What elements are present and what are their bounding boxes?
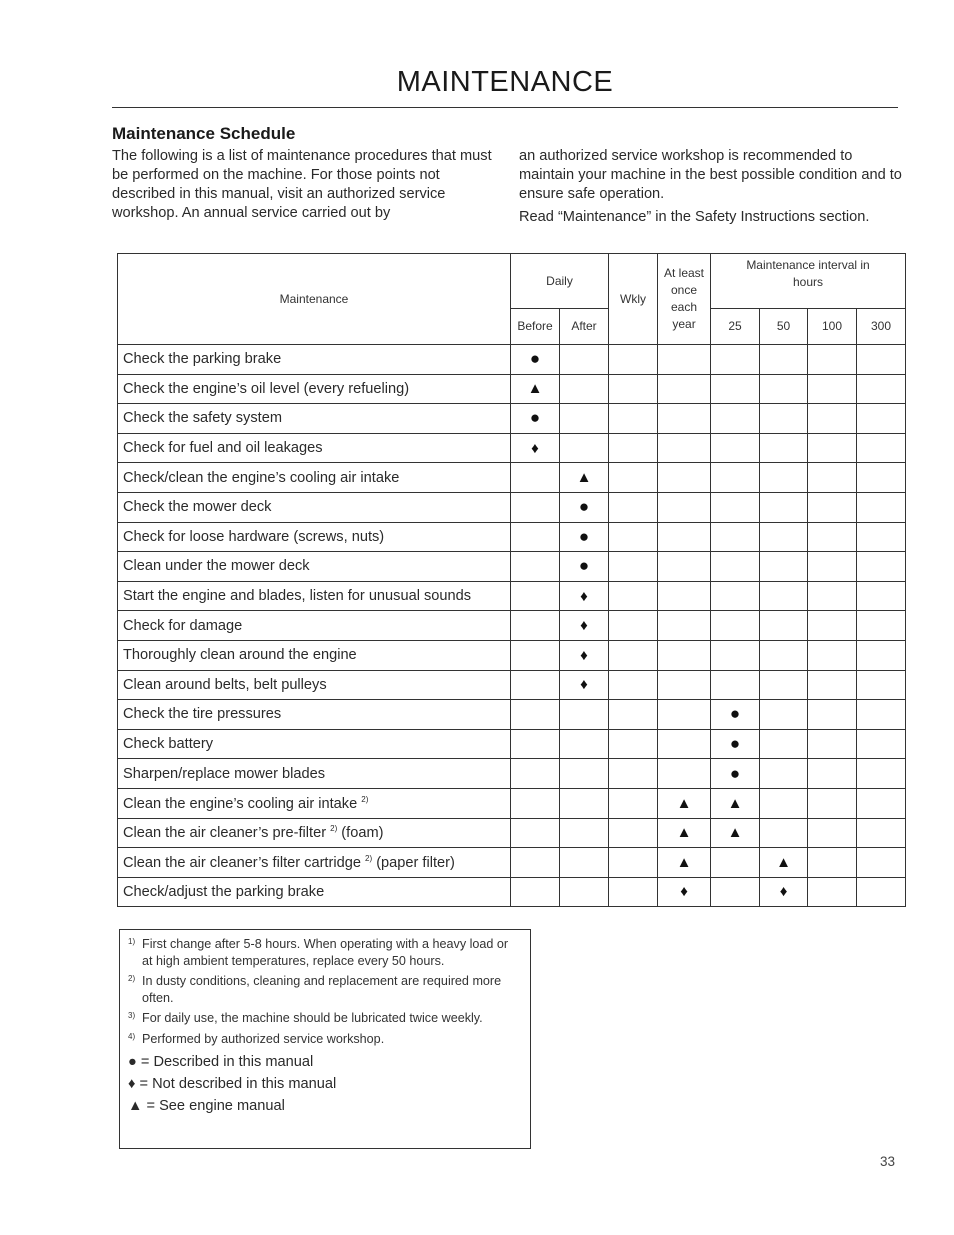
mark-50h: [760, 345, 808, 375]
bullet-icon: ●: [729, 704, 741, 724]
mark-after: [560, 818, 609, 848]
task-cell: [118, 433, 511, 463]
bullet-icon: ●: [529, 408, 541, 428]
mark-yearly: [658, 522, 711, 552]
footnote-ref: 2): [361, 794, 369, 804]
mark-300h: [857, 729, 906, 759]
mark-300h: [857, 581, 906, 611]
footnote-number: 4): [128, 1031, 136, 1041]
triangle-icon: ▲: [676, 853, 692, 871]
header-after: After: [560, 309, 609, 345]
task-label: Check for damage: [123, 617, 243, 634]
mark-after: [560, 552, 609, 582]
mark-before: [511, 788, 560, 818]
mark-25h: [711, 670, 760, 700]
task-suffix: (foam): [337, 825, 384, 842]
task-label: Check the safety system: [123, 410, 282, 427]
table-row: [118, 522, 906, 552]
mark-100h: [808, 374, 857, 404]
mark-wkly: [609, 433, 658, 463]
mark-yearly: [658, 729, 711, 759]
mark-25h: [711, 374, 760, 404]
mark-after: [560, 848, 609, 878]
footnote-text: First change after 5-8 hours. When operating with a heavy load or at high ambient temperatures, replace every 50 hours.: [142, 937, 509, 968]
mark-yearly: [658, 877, 711, 907]
mark-after: [560, 433, 609, 463]
header-before: Before: [511, 309, 560, 345]
task-cell: [118, 848, 511, 878]
mark-wkly: [609, 611, 658, 641]
footnote-number: 1): [128, 937, 136, 946]
bullet-icon: ●: [729, 734, 741, 754]
mark-yearly: [658, 640, 711, 670]
mark-yearly: [658, 492, 711, 522]
mark-before: [511, 433, 560, 463]
footnote: [128, 1031, 522, 1048]
mark-after: [560, 345, 609, 375]
header-daily: Daily: [511, 254, 609, 309]
mark-before: [511, 611, 560, 641]
mark-100h: [808, 640, 857, 670]
page-title: MAINTENANCE: [396, 66, 614, 98]
mark-wkly: [609, 877, 658, 907]
mark-yearly: [658, 581, 711, 611]
header-interval: Maintenance interval in hours: [711, 254, 906, 309]
mark-yearly: [658, 700, 711, 730]
task-label: Clean the air cleaner’s filter cartridge: [123, 854, 361, 871]
mark-before: [511, 463, 560, 493]
mark-50h: [760, 877, 808, 907]
table-row: [118, 759, 906, 789]
header-300h: 300: [857, 309, 906, 345]
mark-25h: [711, 640, 760, 670]
task-label: Start the engine and blades, listen for unusual sounds: [123, 588, 472, 605]
mark-yearly: [658, 404, 711, 434]
task-cell: [118, 700, 511, 730]
task-suffix: (paper filter): [372, 854, 455, 871]
table-row: [118, 433, 906, 463]
mark-before: [511, 640, 560, 670]
mark-before: [511, 670, 560, 700]
mark-yearly: [658, 611, 711, 641]
intro-paragraph-2: an authorized service workshop is recommended to maintain your machine in the best possible condition and to ensure safe operation.: [519, 148, 902, 202]
mark-wkly: [609, 729, 658, 759]
footnote-text: In dusty conditions, cleaning and replacement are required more often.: [142, 974, 502, 1005]
triangle-icon: ▲: [727, 824, 743, 842]
mark-300h: [857, 670, 906, 700]
table-row: [118, 611, 906, 641]
mark-after: [560, 670, 609, 700]
mark-300h: [857, 640, 906, 670]
mark-50h: [760, 729, 808, 759]
mark-50h: [760, 759, 808, 789]
mark-50h: [760, 670, 808, 700]
mark-wkly: [609, 522, 658, 552]
legend-diamond: ♦ = Not described in this manual: [128, 1076, 337, 1092]
table-row: [118, 463, 906, 493]
mark-50h: [760, 818, 808, 848]
mark-300h: [857, 492, 906, 522]
mark-25h: [711, 463, 760, 493]
mark-100h: [808, 700, 857, 730]
mark-300h: [857, 818, 906, 848]
task-cell: [118, 877, 511, 907]
mark-100h: [808, 848, 857, 878]
intro-paragraph-3: Read “Maintenance” in the Safety Instructions section.: [519, 209, 870, 225]
mark-25h: [711, 611, 760, 641]
task-label: Check the engine’s oil level (every refueling): [123, 380, 410, 397]
mark-after: [560, 492, 609, 522]
table-row: [118, 404, 906, 434]
task-label: Clean the engine’s cooling air intake: [123, 795, 358, 812]
task-cell: [118, 345, 511, 375]
diamond-icon: ♦: [680, 883, 688, 901]
mark-wkly: [609, 788, 658, 818]
mark-50h: [760, 611, 808, 641]
mark-wkly: [609, 818, 658, 848]
bullet-icon: ●: [729, 763, 741, 783]
mark-wkly: [609, 670, 658, 700]
mark-wkly: [609, 345, 658, 375]
task-cell: [118, 581, 511, 611]
table-row: [118, 640, 906, 670]
mark-wkly: [609, 404, 658, 434]
mark-300h: [857, 788, 906, 818]
footnote: [128, 1010, 522, 1027]
diamond-icon: ♦: [779, 883, 788, 901]
legend-dot: ● = Described in this manual: [128, 1054, 314, 1070]
mark-300h: [857, 345, 906, 375]
mark-before: [511, 522, 560, 552]
mark-100h: [808, 759, 857, 789]
mark-25h: [711, 433, 760, 463]
intro-right-column: [519, 147, 904, 231]
mark-wkly: [609, 759, 658, 789]
mark-300h: [857, 404, 906, 434]
triangle-icon: ▲: [727, 794, 743, 812]
header-25h: 25: [711, 309, 760, 345]
mark-25h: [711, 404, 760, 434]
mark-300h: [857, 700, 906, 730]
mark-after: [560, 759, 609, 789]
mark-50h: [760, 788, 808, 818]
mark-25h: [711, 788, 760, 818]
mark-25h: [711, 492, 760, 522]
intro-left-column: [112, 147, 492, 227]
mark-25h: [711, 581, 760, 611]
triangle-icon: ▲: [576, 469, 592, 487]
bullet-icon: ●: [578, 556, 590, 576]
task-cell: [118, 522, 511, 552]
footnote: [128, 973, 522, 1006]
task-label: Clean under the mower deck: [123, 558, 310, 575]
table-row: [118, 374, 906, 404]
task-cell: [118, 374, 511, 404]
mark-before: [511, 818, 560, 848]
mark-25h: [711, 729, 760, 759]
mark-100h: [808, 433, 857, 463]
bullet-icon: ●: [578, 526, 590, 546]
mark-after: [560, 640, 609, 670]
mark-300h: [857, 759, 906, 789]
table-row: [118, 552, 906, 582]
header-maintenance: Maintenance: [118, 254, 511, 345]
bullet-icon: ●: [578, 497, 590, 517]
mark-yearly: [658, 552, 711, 582]
mark-wkly: [609, 552, 658, 582]
header-100h: 100: [808, 309, 857, 345]
mark-100h: [808, 552, 857, 582]
task-label: Check for loose hardware (screws, nuts): [123, 528, 385, 545]
mark-50h: [760, 581, 808, 611]
mark-25h: [711, 552, 760, 582]
task-label: Check the tire pressures: [123, 706, 282, 723]
task-cell: [118, 818, 511, 848]
table-row: [118, 345, 906, 375]
triangle-icon: ▲: [676, 824, 692, 842]
header-yearly: At least once each year: [658, 254, 711, 345]
mark-300h: [857, 433, 906, 463]
mark-yearly: [658, 670, 711, 700]
mark-after: [560, 404, 609, 434]
mark-before: [511, 729, 560, 759]
table-row: [118, 729, 906, 759]
mark-yearly: [658, 818, 711, 848]
mark-wkly: [609, 581, 658, 611]
mark-after: [560, 463, 609, 493]
mark-before: [511, 492, 560, 522]
mark-wkly: [609, 848, 658, 878]
mark-wkly: [609, 463, 658, 493]
footnote-number: 2): [128, 974, 136, 983]
diamond-icon: ♦: [580, 617, 588, 635]
mark-50h: [760, 700, 808, 730]
task-cell: [118, 552, 511, 582]
footnote-text: Performed by authorized service workshop.: [142, 1031, 385, 1046]
mark-100h: [808, 492, 857, 522]
task-label: Check the mower deck: [123, 499, 272, 516]
task-cell: [118, 611, 511, 641]
mark-yearly: [658, 788, 711, 818]
mark-before: [511, 581, 560, 611]
table-row: [118, 848, 906, 878]
mark-yearly: [658, 463, 711, 493]
triangle-icon: ▲: [776, 853, 791, 871]
mark-50h: [760, 404, 808, 434]
mark-25h: [711, 700, 760, 730]
task-cell: [118, 640, 511, 670]
mark-300h: [857, 552, 906, 582]
mark-100h: [808, 522, 857, 552]
diamond-icon: ♦: [580, 587, 588, 605]
section-heading: Maintenance Schedule: [112, 124, 296, 143]
task-cell: [118, 759, 511, 789]
mark-yearly: [658, 848, 711, 878]
table-row: [118, 492, 906, 522]
mark-25h: [711, 345, 760, 375]
mark-after: [560, 788, 609, 818]
footnote-list: [128, 936, 522, 1047]
mark-25h: [711, 877, 760, 907]
table-row: [118, 818, 906, 848]
task-label: Check/adjust the parking brake: [123, 883, 325, 900]
mark-50h: [760, 463, 808, 493]
task-cell: [118, 670, 511, 700]
mark-after: [560, 700, 609, 730]
mark-300h: [857, 877, 906, 907]
mark-after: [560, 729, 609, 759]
triangle-icon: ▲: [527, 380, 543, 398]
task-label: Check/clean the engine’s cooling air intake: [123, 469, 400, 486]
mark-after: [560, 877, 609, 907]
mark-50h: [760, 552, 808, 582]
mark-300h: [857, 611, 906, 641]
mark-before: [511, 374, 560, 404]
mark-after: [560, 611, 609, 641]
triangle-icon: ▲: [676, 794, 692, 812]
mark-before: [511, 877, 560, 907]
mark-after: [560, 522, 609, 552]
task-label: Clean the air cleaner’s pre-filter: [123, 825, 327, 842]
mark-50h: [760, 374, 808, 404]
mark-300h: [857, 848, 906, 878]
table-row: [118, 581, 906, 611]
bullet-icon: ●: [529, 349, 541, 369]
mark-100h: [808, 611, 857, 641]
mark-50h: [760, 433, 808, 463]
mark-wkly: [609, 640, 658, 670]
task-cell: [118, 463, 511, 493]
mark-wkly: [609, 492, 658, 522]
mark-25h: [711, 848, 760, 878]
task-label: Check for fuel and oil leakages: [123, 440, 323, 457]
mark-25h: [711, 759, 760, 789]
mark-before: [511, 345, 560, 375]
mark-100h: [808, 877, 857, 907]
mark-300h: [857, 522, 906, 552]
mark-yearly: [658, 433, 711, 463]
mark-100h: [808, 670, 857, 700]
table-row: [118, 877, 906, 907]
mark-before: [511, 848, 560, 878]
mark-before: [511, 404, 560, 434]
diamond-icon: ♦: [531, 439, 539, 457]
mark-50h: [760, 522, 808, 552]
footnote-text: For daily use, the machine should be lubricated twice weekly.: [142, 1011, 483, 1025]
mark-50h: [760, 848, 808, 878]
task-label: Thoroughly clean around the engine: [123, 647, 357, 664]
mark-100h: [808, 818, 857, 848]
diamond-icon: ♦: [580, 646, 588, 664]
footnote-ref: 2): [365, 853, 373, 863]
footnote: [128, 936, 522, 969]
mark-100h: [808, 788, 857, 818]
mark-50h: [760, 492, 808, 522]
mark-300h: [857, 463, 906, 493]
maintenance-schedule-table: [117, 253, 906, 907]
mark-25h: [711, 522, 760, 552]
legend-triangle: ▲ = See engine manual: [128, 1098, 285, 1114]
page-number: 33: [880, 1154, 896, 1169]
mark-100h: [808, 463, 857, 493]
task-label: Check the parking brake: [123, 351, 282, 368]
title-divider: [112, 107, 898, 108]
mark-300h: [857, 374, 906, 404]
mark-before: [511, 552, 560, 582]
schedule-body: [118, 345, 906, 907]
header-weekly: Wkly: [609, 254, 658, 345]
task-label: Clean around belts, belt pulleys: [123, 676, 327, 693]
mark-before: [511, 700, 560, 730]
footnote-number: 3): [128, 1011, 136, 1020]
mark-100h: [808, 581, 857, 611]
mark-yearly: [658, 374, 711, 404]
intro-paragraph-1: The following is a list of maintenance procedures that must be performed on the machine. For those points not described in this manual, visit an authorized service workshop. An annual service carried out by: [112, 148, 492, 221]
mark-after: [560, 581, 609, 611]
mark-before: [511, 759, 560, 789]
mark-50h: [760, 640, 808, 670]
mark-yearly: [658, 759, 711, 789]
table-row: [118, 670, 906, 700]
mark-after: [560, 374, 609, 404]
task-label: Sharpen/replace mower blades: [123, 765, 325, 782]
footnote-ref: 2): [330, 824, 338, 834]
mark-25h: [711, 818, 760, 848]
diamond-icon: ♦: [580, 676, 588, 694]
mark-100h: [808, 729, 857, 759]
table-row: [118, 788, 906, 818]
mark-100h: [808, 345, 857, 375]
mark-wkly: [609, 374, 658, 404]
footnote-box: [119, 929, 531, 1149]
task-cell: [118, 788, 511, 818]
header-50h: 50: [760, 309, 808, 345]
task-cell: [118, 404, 511, 434]
mark-100h: [808, 404, 857, 434]
table-row: [118, 700, 906, 730]
mark-yearly: [658, 345, 711, 375]
task-cell: [118, 729, 511, 759]
task-label: Check battery: [123, 736, 214, 753]
task-cell: [118, 492, 511, 522]
mark-wkly: [609, 700, 658, 730]
